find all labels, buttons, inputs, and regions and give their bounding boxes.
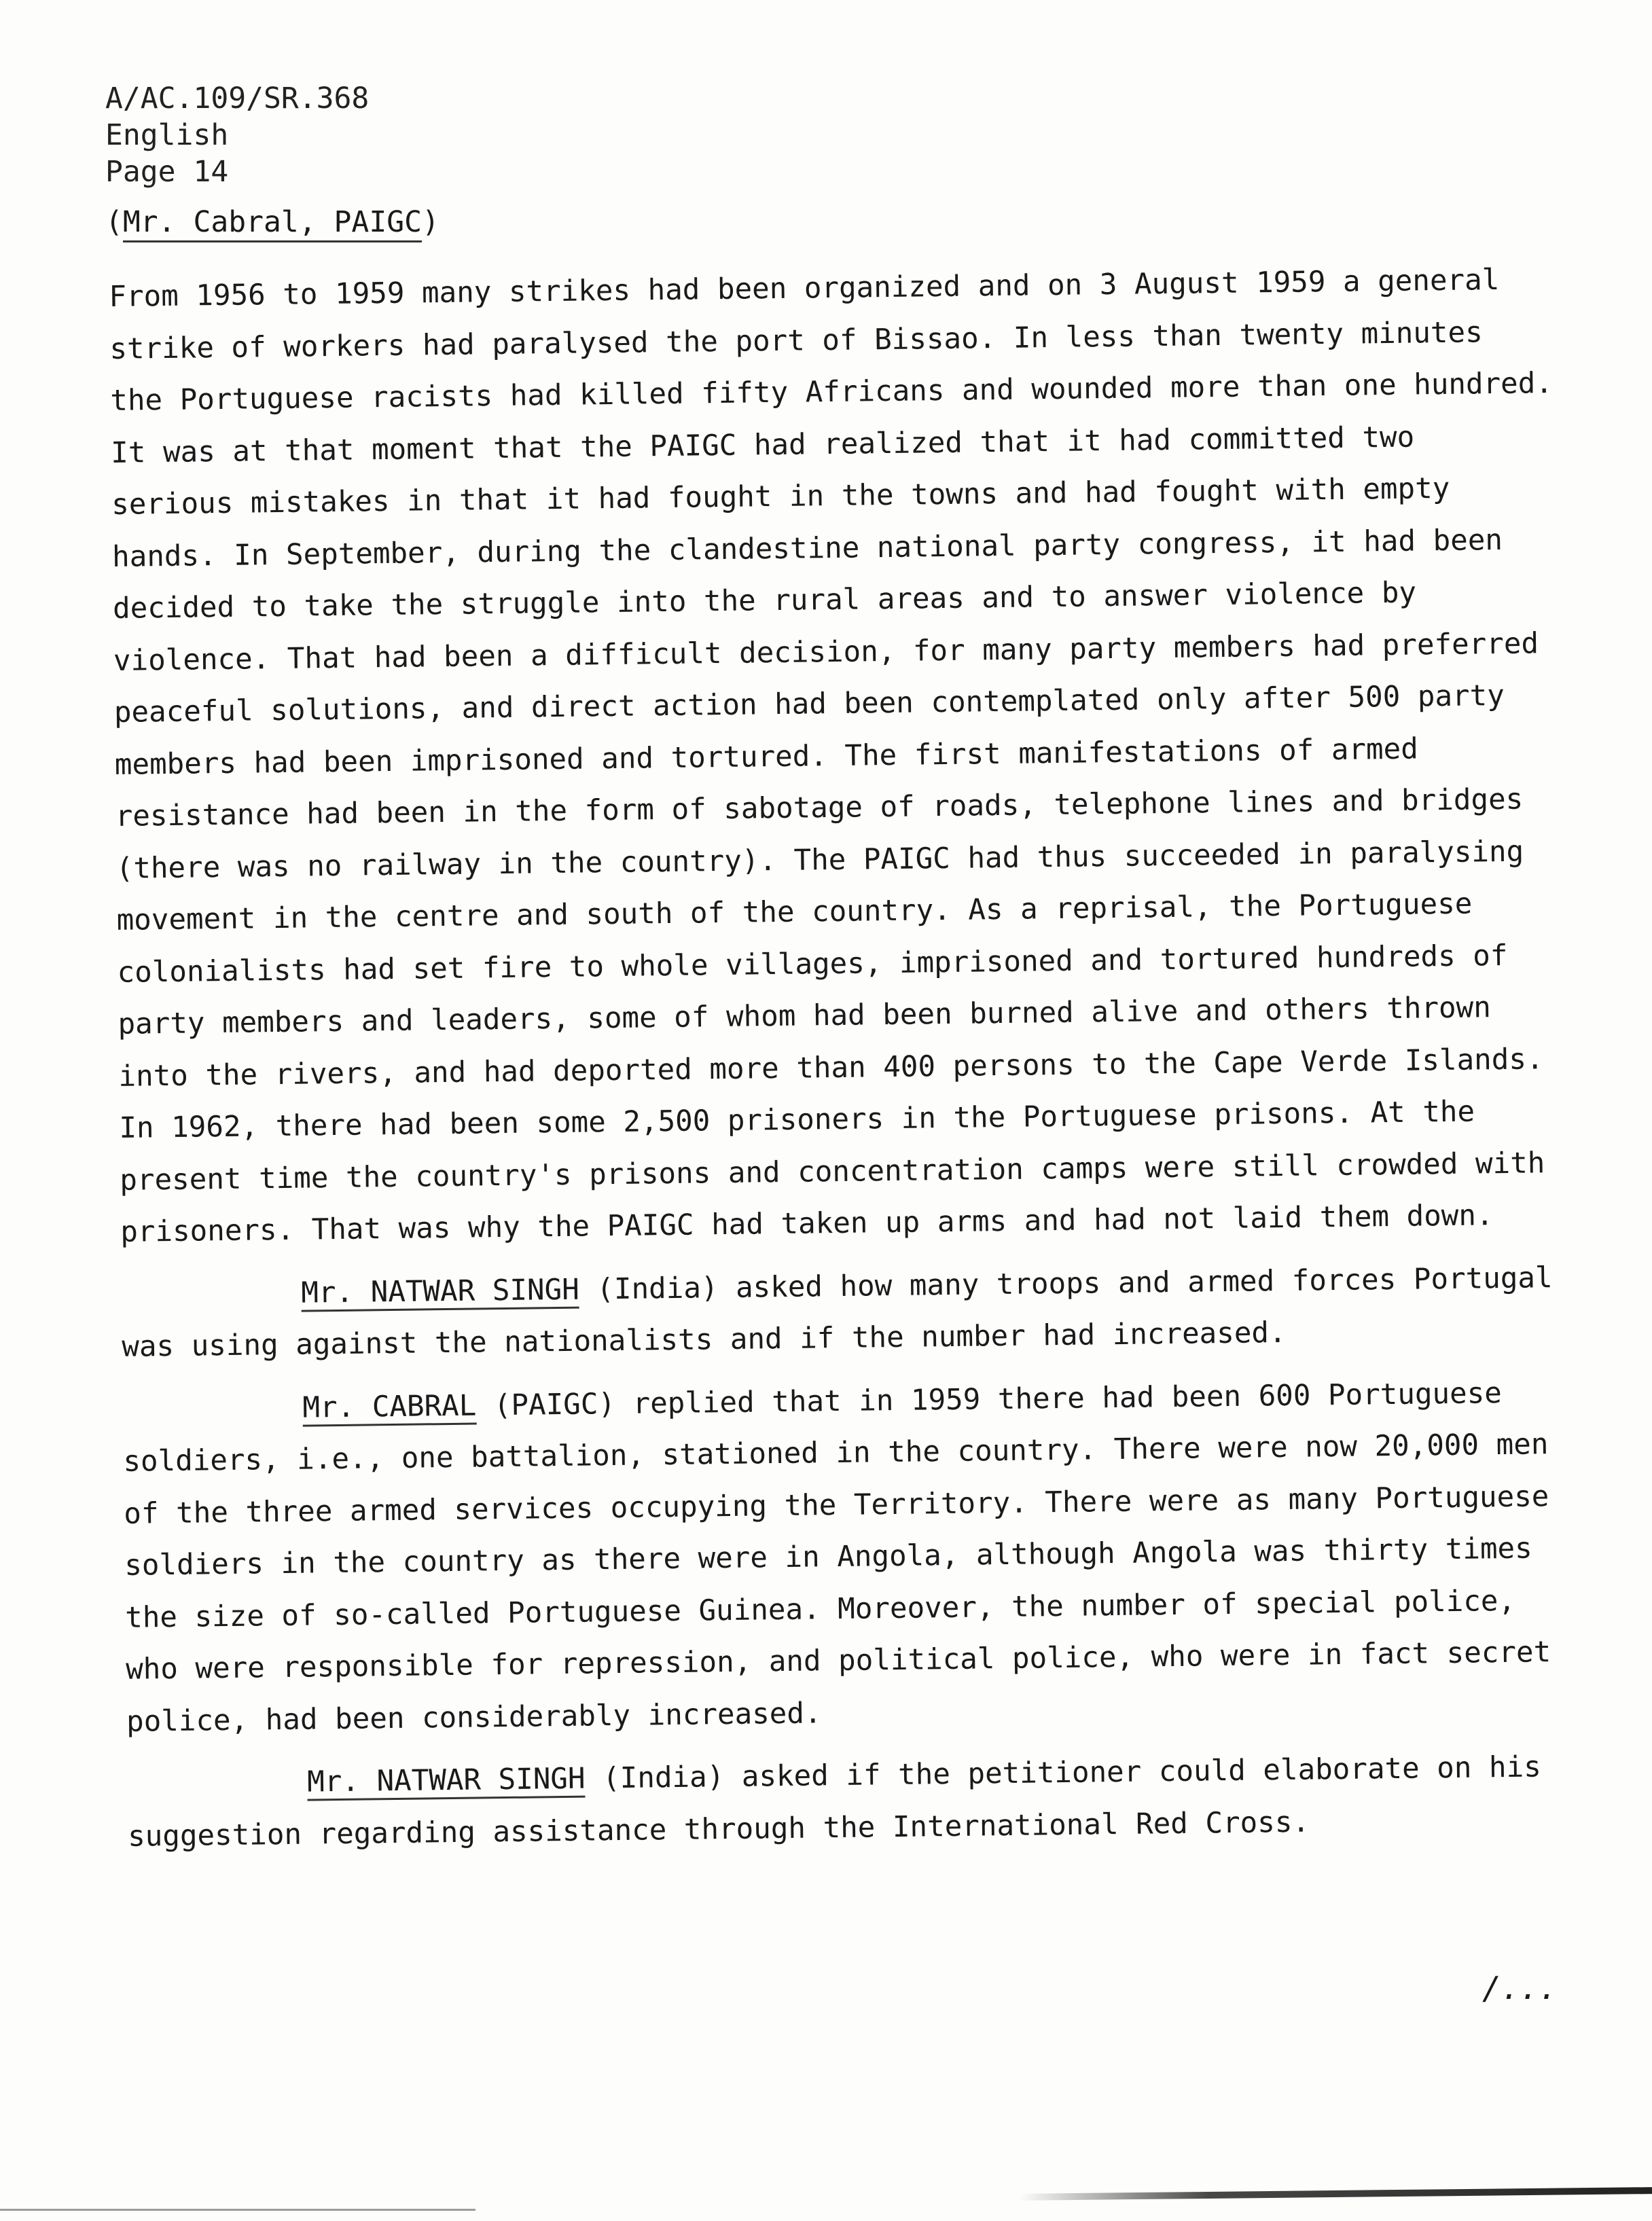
paragraph-2: [121, 1252, 1569, 1373]
speaker-reference-name: Mr. Cabral, PAIGC: [123, 205, 422, 242]
text-line: colonialists had set fire to whole villages, imprisoned and tortured hundreds of: [117, 939, 1508, 990]
text-line: police, had been considerably increased.: [126, 1696, 822, 1739]
continuation-marker: /...: [1482, 1970, 1558, 2006]
paragraph-1: [109, 254, 1568, 1259]
document-language: English: [105, 118, 229, 152]
text-line: decided to take the struggle into the rural areas and to answer violence by: [112, 576, 1417, 626]
text-line: the Portuguese racists had killed fifty Africans and wounded more than one hundred.: [110, 367, 1554, 418]
document-symbol: A/AC.109/SR.368: [105, 82, 370, 115]
text-line: In 1962, there had been some 2,500 prisoners in the Portuguese prisons. At the: [119, 1095, 1475, 1145]
text-line: serious mistakes in that it had fought in the towns and had fought with empty: [111, 471, 1450, 522]
speaker-name: Mr. NATWAR SINGH: [307, 1763, 586, 1801]
text-line: party members and leaders, some of whom had been burned alive and others thrown: [118, 991, 1492, 1041]
text-line: resistance had been in the form of sabotage of roads, telephone lines and bridges: [115, 782, 1524, 833]
text-line: soldiers in the country as there were in Angola, although Angola was thirty times: [124, 1532, 1532, 1583]
text-line: movement in the centre and south of the country. As a reprisal, the Portuguese: [116, 887, 1473, 937]
body-text: [109, 254, 1575, 1863]
text-line: was using against the nationalists and if the number had increased.: [122, 1316, 1287, 1364]
scan-edge-line: [0, 2209, 475, 2211]
text-line: into the rivers, and had deported more than 400 persons to the Cape Verde Islands.: [118, 1042, 1544, 1094]
text-line: present time the country's prisons and concentration camps were still crowded with: [120, 1146, 1545, 1197]
text-line: soldiers, i.e., one battalion, stationed in the country. There were now 20,000 men: [123, 1428, 1549, 1479]
text-line: suggestion regarding assistance through the International Red Cross.: [127, 1805, 1310, 1854]
text-line: violence. That had been a difficult decision, for many party members had preferred: [113, 626, 1539, 678]
text-line: (there was no railway in the country). The PAIGC had thus succeeded in paralysing: [115, 835, 1524, 886]
speaker-text: (PAIGC) replied that in 1959 there had been 600 Portuguese: [476, 1376, 1503, 1423]
paragraph-4: [127, 1741, 1575, 1863]
text-line: who were responsible for repression, and political police, who were in fact secret: [125, 1636, 1551, 1686]
speaker-text: (India) asked how many troops and armed forces Portugal: [579, 1261, 1553, 1307]
text-line: members had been imprisoned and tortured. The first manifestations of armed: [114, 732, 1419, 782]
speaker-reference: [105, 204, 439, 240]
speaker-reference-open: (: [105, 205, 123, 239]
document-header: [105, 80, 369, 190]
text-line: of the three armed services occupying the Territory. There were as many Portuguese: [124, 1479, 1549, 1531]
text-line: peaceful solutions, and direct action had been contemplated only after 500 party: [113, 679, 1505, 729]
text-line: It was at that moment that the PAIGC had realized that it had committed two: [110, 420, 1415, 470]
speaker-name: Mr. CABRAL: [302, 1389, 476, 1426]
text-line: From 1956 to 1959 many strikes had been organized and on 3 August 1959 a general: [109, 263, 1500, 314]
scan-edge-shadow: [1019, 2187, 1652, 2201]
text-line: strike of workers had paralysed the port of Bissao. In less than twenty minutes: [109, 315, 1483, 366]
text-line: the size of so-called Portuguese Guinea. Moreover, the number of special police,: [124, 1584, 1516, 1635]
text-line: prisoners. That was why the PAIGC had taken up arms and had not laid them down.: [120, 1199, 1494, 1249]
speaker-text: (India) asked if the petitioner could elaborate on his: [585, 1750, 1542, 1796]
speaker-name: Mr. NATWAR SINGH: [301, 1273, 579, 1312]
speaker-reference-close: ): [422, 205, 439, 239]
page-number: Page 14: [105, 155, 229, 189]
paragraph-3: [122, 1367, 1573, 1748]
text-line: hands. In September, during the clandestine national party congress, it had been: [111, 523, 1503, 574]
